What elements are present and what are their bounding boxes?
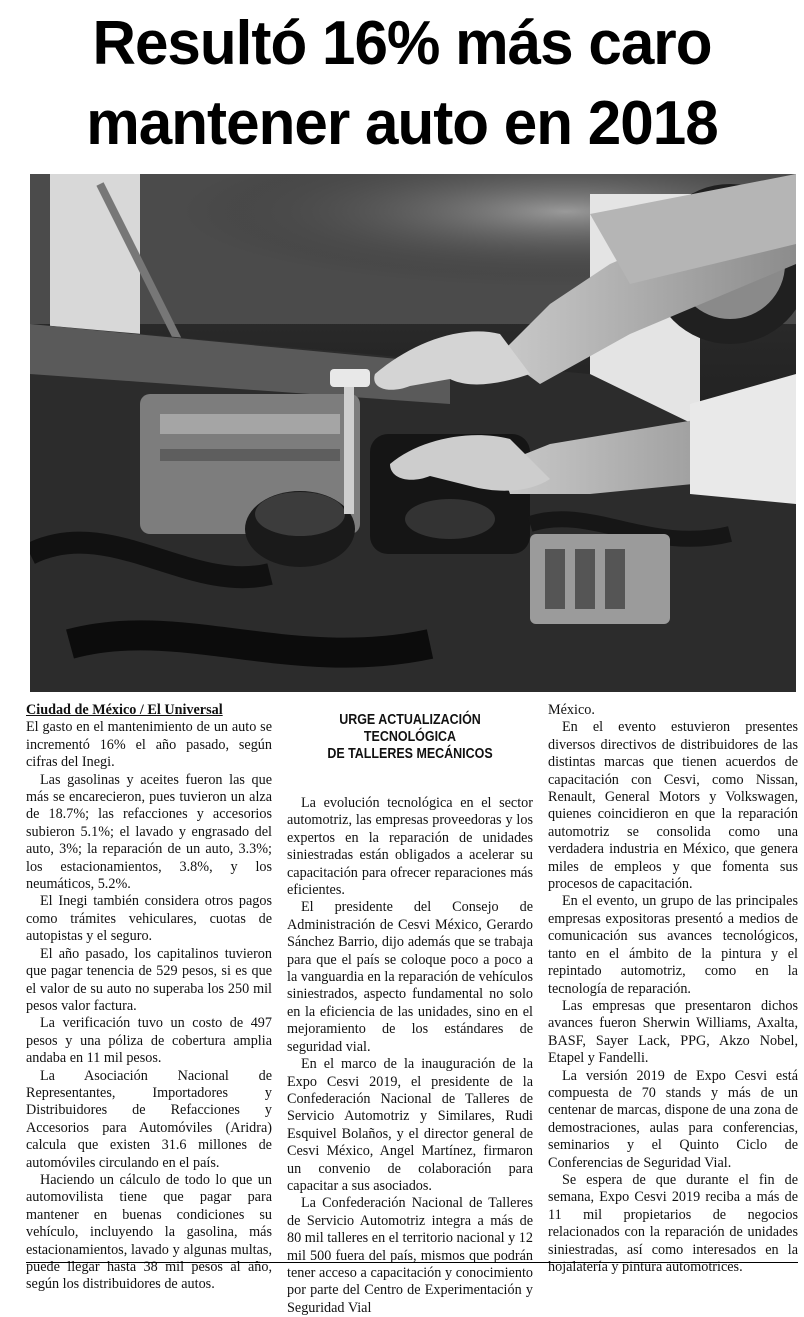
car-engine-repair-photo <box>30 174 796 692</box>
paragraph: En el marco de la inauguración de la Expo Cesvi 2019, el presidente de la Confederación Nacional de Talleres de Servicio Automotriz y Similares, Rudi Esquivel Bolaños, y el director general de Cesvi México, Angel Martínez, firmaron un convenio de colaboración para capacitar a sus asociados. <box>287 1056 533 1194</box>
paragraph: En el evento, un grupo de las principales empresas expositoras presentó a medios de comunicación sus avances tecnológicos, tanto en el ámbito de la pintura y el repintado automotriz, como en la tecnología de reparación. <box>548 893 798 997</box>
paragraph: El año pasado, los capitalinos tuvieron que pagar tenencia de 529 pesos, si es que el valor de su auto no superaba los 250 mil pesos valor factura. <box>26 945 272 1014</box>
headline-line-2: mantener auto en 2018 <box>86 89 718 158</box>
subheading-line-2: DE TALLERES MECÁNICOS <box>327 746 493 762</box>
subheading-line-1: URGE ACTUALIZACIÓN TECNOLÓGICA <box>339 712 481 745</box>
article-column-2 <box>287 702 533 1317</box>
paragraph: Las gasolinas y aceites fueron las que más se encarecieron, pues tuvieron un alza de 18.7%; las refacciones y accesorios subieron 5.1%; el lavado y engrasado del auto, 3%; la reparación de un auto, 3.3%; los estacionamientos, 3.8%, y los neumáticos, 5.2%. <box>26 771 272 893</box>
paragraph: El gasto en el mantenimiento de un auto se incrementó 16% el año pasado, según cifras del Inegi. <box>26 719 272 771</box>
dateline: Ciudad de México / El Universal <box>26 702 223 718</box>
paragraph: Se espera de que durante el fin de semana, Expo Cesvi 2019 reciba a más de 11 mil propietarios de negocios relacionados con la reparación de unidades siniestradas, así como interesados en la hojalatería y pintura automotrices. <box>548 1171 798 1275</box>
headline-line-1: Resultó 16% más caro <box>92 9 712 78</box>
paragraph-continuation: México. <box>548 702 595 718</box>
paragraph: La Confederación Nacional de Talleres de Servicio Automotriz integra a más de 80 mil talleres en el territorio nacional y 12 mil 500 fuera del país, mismos que podrán tener acceso a capacitación y conocimiento por parte del Centro de Experimentación y Seguridad Vial <box>287 1195 533 1316</box>
paragraph: En el evento estuvieron presentes diversos directivos de distribuidores de las distintas marcas que tienen acuerdos de capacitación con Cesvi, como Nissan, Renault, General Motors y Volkswagen, quienes coincidieron en que la reparación automotriz se consolida como una verdadera industria en México, que genera miles de empleos y que fomenta sus procesos de capacitación. <box>548 719 798 893</box>
bottom-rule <box>26 1262 798 1263</box>
headline <box>12 4 792 164</box>
paragraph: La Asociación Nacional de Representantes, Importadores y Distribuidores de Refacciones y Accesorios para Automóviles (Aridra) calcula que existen 31.6 millones de automóviles circulando en el país. <box>26 1067 272 1171</box>
subheading <box>304 712 516 763</box>
paragraph: Haciendo un cálculo de todo lo que un automovilista tiene que pagar para mantener en buenas condiciones su vehículo, incluyendo la gasolina, más estacionamientos, lavado y algunas multas, puede llegar hasta 38 mil pesos al año, según los distribuidores de autos. <box>26 1171 272 1293</box>
paragraph: La versión 2019 de Expo Cesvi está compuesta de 70 stands y más de un centenar de marcas, dispone de una zona de demostraciones, aulas para conferencias, seminarios y el Quinto Ciclo de Conferencias de Seguridad Vial. <box>548 1067 798 1171</box>
paragraph: El Inegi también considera otros pagos como trámites vehiculares, cuotas de autopistas y el seguro. <box>26 893 272 945</box>
article-column-3 <box>548 702 798 1276</box>
paragraph: Las empresas que presentaron dichos avances fueron Sherwin Williams, Axalta, BASF, Sayer Lack, PPG, Akzo Nobel, Etapel y Fandelli. <box>548 997 798 1067</box>
paragraph: La verificación tuvo un costo de 497 pesos y una póliza de cobertura amplia andaba en 11 mil pesos. <box>26 1015 272 1067</box>
paragraph: La evolución tecnológica en el sector automotriz, las empresas proveedoras y los expertos en la reparación de unidades siniestradas están obligados a acelerar su capacitación para ofrecer reparaciones más eficientes. <box>287 795 533 899</box>
paragraph: El presidente del Consejo de Administración de Cesvi México, Gerardo Sánchez Barrio, dijo además que se trabaja para que el país se coloque poco a poco a la vanguardia en la reparación de vehículos siniestrados, aspecto fundamental no solo en la eficiencia de las unidades, sino en el mejoramiento de los estándares de seguridad vial. <box>287 899 533 1055</box>
article-column-1 <box>26 702 272 1294</box>
